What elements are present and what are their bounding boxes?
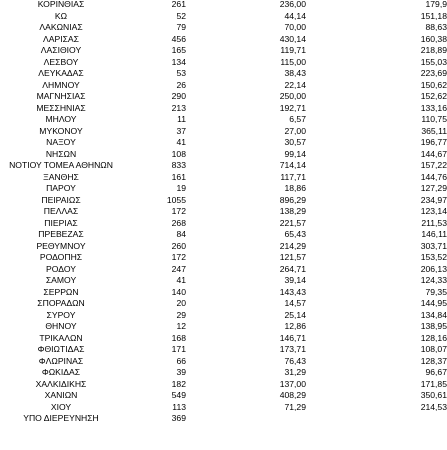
table-row bbox=[0, 160, 447, 172]
table-row bbox=[0, 367, 447, 379]
table-row bbox=[0, 68, 447, 80]
cases-cell: 39 bbox=[176, 367, 186, 377]
average-cell: 143,43 bbox=[279, 286, 306, 297]
table-row bbox=[0, 229, 447, 241]
region-name-cell: ΚΩ bbox=[54, 10, 68, 21]
table-row bbox=[0, 390, 447, 402]
region-name-cell: ΜΥΚΟΝΟΥ bbox=[39, 125, 83, 136]
cases-cell: 37 bbox=[176, 125, 186, 136]
region-name-cell: ΥΠΟ ΔΙΕΡΕΥΝΗΣΗ bbox=[23, 413, 99, 423]
average-cell: 12,86 bbox=[284, 321, 306, 331]
cases-cell: 172 bbox=[171, 252, 186, 262]
rate-cell: 160,38 bbox=[420, 33, 447, 44]
rate-cell: 110,75 bbox=[421, 114, 447, 124]
cases-cell: 52 bbox=[176, 10, 186, 21]
rate-cell: 146,11 bbox=[421, 229, 447, 239]
region-name-cell: ΛΑΚΩΝΙΑΣ bbox=[39, 22, 83, 32]
rate-cell: 128,37 bbox=[420, 355, 447, 366]
cases-cell: 41 bbox=[176, 137, 186, 147]
rate-cell: 128,16 bbox=[420, 332, 447, 343]
average-cell: 146,71 bbox=[279, 332, 306, 343]
average-cell: 137,00 bbox=[279, 378, 306, 389]
average-cell: 27,00 bbox=[284, 125, 306, 136]
table-row bbox=[0, 287, 447, 299]
average-cell: 14,57 bbox=[284, 298, 306, 308]
table-row bbox=[0, 91, 447, 103]
cases-cell: 182 bbox=[171, 378, 186, 389]
table-row bbox=[0, 344, 447, 356]
cases-cell: 260 bbox=[171, 240, 186, 251]
region-name-cell: ΧΑΝΙΩΝ bbox=[44, 390, 78, 400]
table-row bbox=[0, 45, 447, 57]
average-cell: 38,43 bbox=[284, 68, 306, 78]
region-name-cell: ΛΑΡΙΣΑΣ bbox=[43, 33, 79, 44]
table-row bbox=[0, 264, 447, 276]
cases-cell: 11 bbox=[177, 114, 186, 124]
rate-cell: 79,35 bbox=[425, 286, 447, 297]
average-cell: 236,00 bbox=[279, 0, 306, 9]
rate-cell: 144,76 bbox=[420, 171, 447, 182]
table-row bbox=[0, 298, 447, 310]
average-cell: 138,29 bbox=[279, 206, 306, 216]
table-row bbox=[0, 149, 447, 161]
table-row bbox=[0, 333, 447, 345]
cases-cell: 53 bbox=[176, 68, 186, 78]
table-row bbox=[0, 252, 447, 264]
rate-cell: 88,63 bbox=[425, 22, 447, 32]
average-cell: 71,29 bbox=[284, 401, 306, 412]
table-row bbox=[0, 379, 447, 391]
rate-cell: 134,84 bbox=[420, 309, 447, 320]
cases-cell: 247 bbox=[171, 263, 186, 274]
rate-cell: 223,69 bbox=[420, 68, 447, 78]
table-row bbox=[0, 241, 447, 253]
region-name-cell: ΣΥΡΟΥ bbox=[46, 309, 76, 320]
rate-cell: 365,11 bbox=[421, 125, 447, 136]
average-cell: 192,71 bbox=[279, 102, 306, 113]
cases-cell: 134 bbox=[171, 56, 186, 67]
table-row bbox=[0, 11, 447, 23]
average-cell: 264,71 bbox=[279, 263, 306, 274]
cases-cell: 171 bbox=[171, 344, 186, 354]
average-cell: 76,43 bbox=[284, 355, 306, 366]
rate-cell: 127,29 bbox=[420, 183, 447, 193]
rate-cell: 211,53 bbox=[421, 217, 447, 228]
table-row bbox=[0, 114, 447, 126]
average-cell: 119,71 bbox=[280, 45, 306, 55]
table-row bbox=[0, 103, 447, 115]
region-name-cell: ΠΙΕΡΙΑΣ bbox=[44, 217, 78, 228]
cases-cell: 161 bbox=[171, 171, 186, 182]
cases-cell: 66 bbox=[176, 355, 186, 366]
table-row bbox=[0, 195, 447, 207]
average-cell: 70,00 bbox=[284, 22, 306, 32]
region-name-cell: ΣΕΡΡΩΝ bbox=[43, 286, 79, 297]
rate-cell: 144,95 bbox=[420, 298, 447, 308]
cases-cell: 549 bbox=[171, 390, 186, 400]
cases-cell: 290 bbox=[171, 91, 186, 101]
cases-cell: 456 bbox=[171, 33, 186, 44]
region-name-cell: ΛΑΣΙΘΙΟΥ bbox=[40, 45, 82, 55]
cases-cell: 20 bbox=[176, 298, 186, 308]
table-row bbox=[0, 413, 447, 425]
region-name-cell: ΛΕΣΒΟΥ bbox=[43, 56, 79, 67]
average-cell: 173,71 bbox=[279, 344, 306, 354]
rate-cell: 234,97 bbox=[420, 194, 447, 205]
average-cell: 22,14 bbox=[284, 79, 306, 90]
average-cell: 408,29 bbox=[279, 390, 306, 400]
region-name-cell: ΦΛΩΡΙΝΑΣ bbox=[38, 355, 84, 366]
table-row bbox=[0, 34, 447, 46]
region-name-cell: ΛΕΥΚΑΔΑΣ bbox=[38, 68, 84, 78]
rate-cell: 152,62 bbox=[420, 91, 447, 101]
table-row bbox=[0, 402, 447, 414]
table-row bbox=[0, 275, 447, 287]
cases-cell: 168 bbox=[171, 332, 186, 343]
table-row bbox=[0, 172, 447, 184]
average-cell: 714,14 bbox=[279, 160, 306, 170]
cases-cell: 140 bbox=[171, 286, 186, 297]
table-row bbox=[0, 218, 447, 230]
average-cell: 65,43 bbox=[284, 229, 306, 239]
rate-cell: 155,03 bbox=[420, 56, 447, 67]
table-row bbox=[0, 356, 447, 368]
cases-cell: 833 bbox=[171, 160, 186, 170]
rate-cell: 108,07 bbox=[420, 344, 447, 354]
region-name-cell: ΣΠΟΡΑΔΩΝ bbox=[37, 298, 85, 308]
table-row bbox=[0, 80, 447, 92]
cases-cell: 1055 bbox=[166, 194, 186, 205]
rate-cell: 350,61 bbox=[420, 390, 447, 400]
average-cell: 25,14 bbox=[284, 309, 306, 320]
rate-cell: 153,52 bbox=[420, 252, 447, 262]
table-row bbox=[0, 310, 447, 322]
cases-cell: 19 bbox=[176, 183, 186, 193]
rate-cell: 123,14 bbox=[420, 206, 447, 216]
average-cell: 30,57 bbox=[284, 137, 306, 147]
average-cell: 214,29 bbox=[279, 240, 306, 251]
cases-cell: 29 bbox=[176, 309, 186, 320]
cases-cell: 108 bbox=[171, 148, 186, 159]
cases-cell: 79 bbox=[176, 22, 186, 32]
rate-cell: 144,67 bbox=[420, 148, 447, 159]
region-name-cell: ΡΕΘΥΜΝΟΥ bbox=[36, 240, 86, 251]
cases-cell: 261 bbox=[171, 0, 186, 9]
rate-cell: 151,18 bbox=[420, 10, 447, 21]
rate-cell: 303,71 bbox=[420, 240, 447, 251]
table-row bbox=[0, 57, 447, 69]
region-name-cell: ΝΑΞΟΥ bbox=[46, 137, 76, 147]
rate-cell: 196,77 bbox=[420, 137, 447, 147]
rate-cell: 96,67 bbox=[425, 367, 447, 377]
rate-cell: 150,62 bbox=[420, 79, 447, 90]
average-cell: 221,57 bbox=[279, 217, 306, 228]
rate-cell: 218,89 bbox=[420, 45, 447, 55]
region-name-cell: ΤΡΙΚΑΛΩΝ bbox=[39, 332, 83, 343]
region-name-cell: ΜΕΣΣΗΝΙΑΣ bbox=[36, 102, 86, 113]
average-cell: 121,57 bbox=[279, 252, 306, 262]
region-name-cell: ΝΗΣΩΝ bbox=[45, 148, 77, 159]
rate-cell: 171,85 bbox=[420, 378, 447, 389]
cases-cell: 213 bbox=[171, 102, 186, 113]
table-row bbox=[0, 183, 447, 195]
average-cell bbox=[186, 413, 306, 425]
region-name-cell: ΧΙΟΥ bbox=[50, 401, 72, 412]
cases-cell: 113 bbox=[172, 401, 186, 412]
region-name-cell: ΘΗΝΟΥ bbox=[45, 321, 77, 331]
rate-cell: 133,16 bbox=[420, 102, 447, 113]
region-name-cell: ΣΑΜΟΥ bbox=[45, 275, 77, 285]
rate-cell: 157,22 bbox=[420, 160, 447, 170]
table-row bbox=[0, 126, 447, 138]
cases-cell: 41 bbox=[176, 275, 186, 285]
rate-cell: 206,13 bbox=[420, 263, 447, 274]
average-cell: 44,14 bbox=[284, 10, 306, 21]
rate-cell: 124,33 bbox=[420, 275, 447, 285]
region-name-cell: ΦΘΙΩΤΙΔΑΣ bbox=[37, 344, 85, 354]
region-name-cell: ΠΕΛΛΑΣ bbox=[43, 206, 79, 216]
region-name-cell: ΡΟΔΟΠΗΣ bbox=[39, 252, 83, 262]
cases-cell: 84 bbox=[176, 229, 186, 239]
rate-cell: 138,95 bbox=[420, 321, 447, 331]
cases-cell: 26 bbox=[176, 79, 186, 90]
average-cell: 250,00 bbox=[279, 91, 306, 101]
region-name-cell: ΚΟΡΙΝΘΙΑΣ bbox=[37, 0, 85, 9]
average-cell: 6,57 bbox=[289, 114, 306, 124]
rate-cell: 214,53 bbox=[420, 401, 447, 412]
region-name-cell: ΜΗΛΟΥ bbox=[45, 114, 77, 124]
table-row bbox=[0, 206, 447, 218]
average-cell: 18,86 bbox=[284, 183, 306, 193]
average-cell: 31,29 bbox=[284, 367, 306, 377]
region-name-cell: ΜΑΓΝΗΣΙΑΣ bbox=[36, 91, 86, 101]
cases-cell: 268 bbox=[171, 217, 186, 228]
region-name-cell: ΧΑΛΚΙΔΙΚΗΣ bbox=[35, 378, 87, 389]
average-cell: 39,14 bbox=[284, 275, 306, 285]
region-name-cell: ΞΑΝΘΗΣ bbox=[43, 171, 79, 182]
cases-cell: 172 bbox=[171, 206, 186, 216]
table-row bbox=[0, 22, 447, 34]
region-name-cell: ΛΗΜΝΟΥ bbox=[42, 79, 80, 90]
average-cell: 430,14 bbox=[279, 33, 306, 44]
region-name-cell: ΦΩΚΙΔΑΣ bbox=[41, 367, 81, 377]
average-cell: 99,14 bbox=[284, 148, 306, 159]
average-cell: 896,29 bbox=[279, 194, 306, 205]
rate-cell: 179,9 bbox=[425, 0, 447, 9]
table-row bbox=[0, 0, 447, 11]
table-row bbox=[0, 137, 447, 149]
table-row bbox=[0, 321, 447, 333]
cases-cell: 369 bbox=[171, 413, 186, 423]
cases-cell: 12 bbox=[176, 321, 186, 331]
region-name-cell: ΠΑΡΟΥ bbox=[46, 183, 76, 193]
average-cell: 115,00 bbox=[280, 56, 306, 67]
region-name-cell: ΝΟΤΙΟΥ ΤΟΜΕΑ ΑΘΗΝΩΝ bbox=[9, 160, 113, 170]
region-name-cell: ΠΕΙΡΑΙΩΣ bbox=[41, 194, 81, 205]
average-cell: 117,71 bbox=[280, 171, 306, 182]
region-name-cell: ΠΡΕΒΕΖΑΣ bbox=[38, 229, 84, 239]
rate-cell bbox=[306, 413, 447, 425]
region-name-cell: ΡΟΔΟΥ bbox=[46, 263, 76, 274]
cases-cell: 165 bbox=[171, 45, 186, 55]
